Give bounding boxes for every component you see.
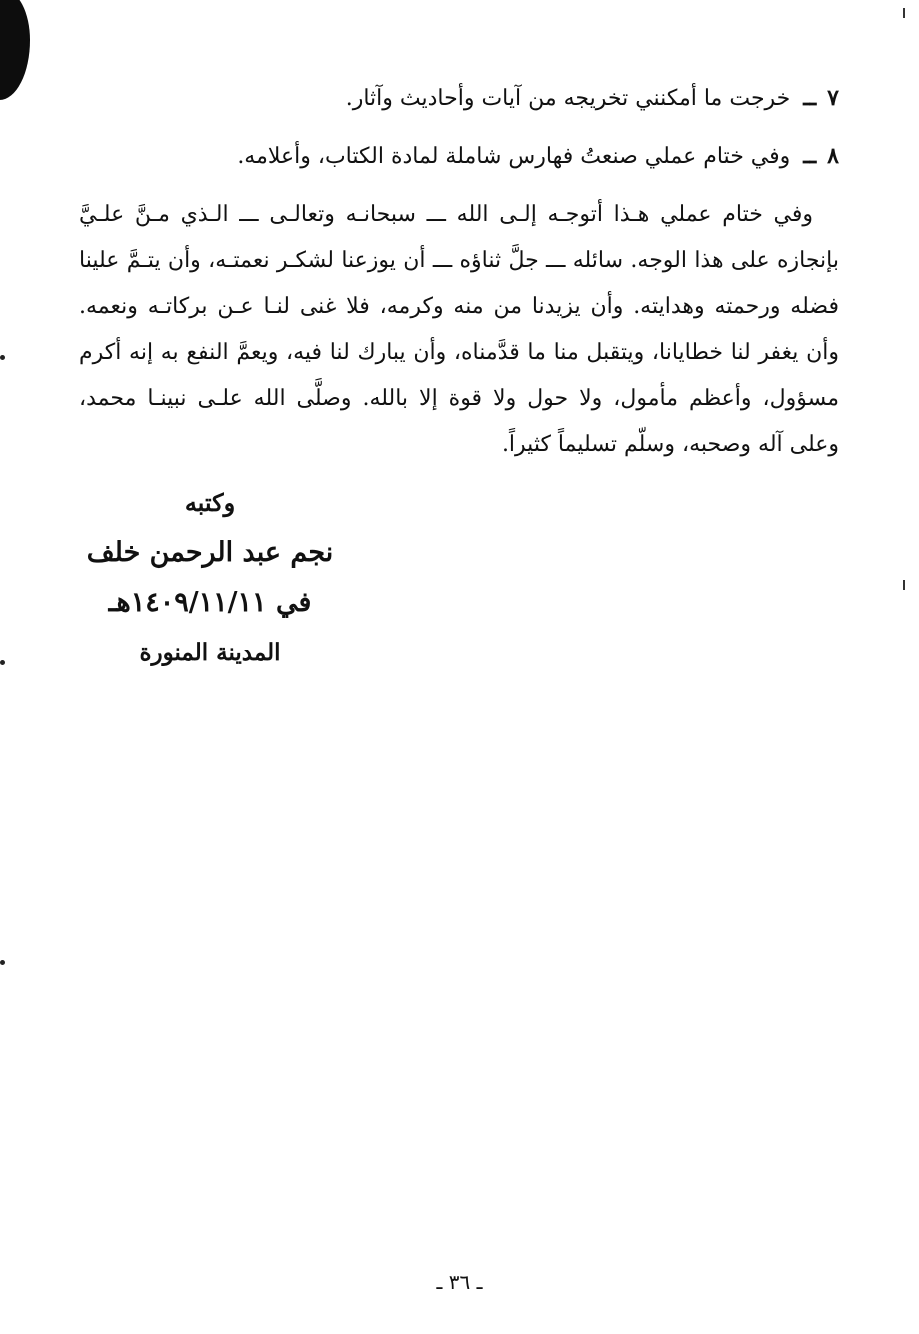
signature-block [80, 478, 340, 678]
signature-date: في ١٤٠٩/١١/١١هـ [108, 587, 312, 618]
scan-mark [903, 8, 905, 18]
scan-mark [0, 355, 5, 360]
closing-paragraph-text: وفي ختام عملي هـذا أتوجـه إلـى الله ـــ سبحانـه وتعالـى ـــ الـذي مـنَّ علـيَّ بإنجازه على هذا الوجه. سائله ـــ جلَّ ثناؤه ـــ أن يوزعنا لشكـر نعمتـه، وأن يتـمَّ علينا فضله ورحمته وهدايته. وأن يزيدنا من منه وكرمه، فلا غنى لنـا عـن بركاتـه ونعمه. وأن يغفر لنا خطايانا، ويتقبل منا ما قدَّمناه، وأن يبارك لنا فيه، ويعمَّ النفع به إنه أكرم مسؤول، وأعظم مأمول، ولا حول ولا قوة إلا بالله. وصلَّى الله علـى نبينـا محمد، وعلى آله وصحبه، وسلّم تسليماً كثيراً. [79, 202, 839, 457]
list-item-text: خرجت ما أمكنني تخريجه من آيات وأحاديث وآثار. [345, 86, 791, 111]
page-number: ـ ٣٦ ـ [436, 1270, 483, 1294]
signature-city: المدينة المنورة [139, 639, 281, 666]
scan-mark [903, 580, 905, 590]
list-item-8 [79, 140, 839, 173]
list-item-number: ٨ [827, 143, 839, 169]
list-item-number: ٧ [827, 85, 839, 111]
closing-paragraph [79, 192, 839, 468]
list-item-dash: ــ [803, 143, 817, 169]
list-item-7 [79, 82, 839, 115]
list-item-dash: ــ [803, 85, 817, 111]
scan-mark [0, 960, 5, 965]
author-name: نجم عبد الرحمن خلف [86, 537, 334, 568]
scan-artifact [0, 0, 30, 100]
signature-intro: وكتبه [184, 488, 236, 517]
list-item-text: وفي ختام عملي صنعتُ فهارس شاملة لمادة الكتاب، وأعلامه. [237, 144, 791, 169]
scan-mark [0, 660, 5, 665]
